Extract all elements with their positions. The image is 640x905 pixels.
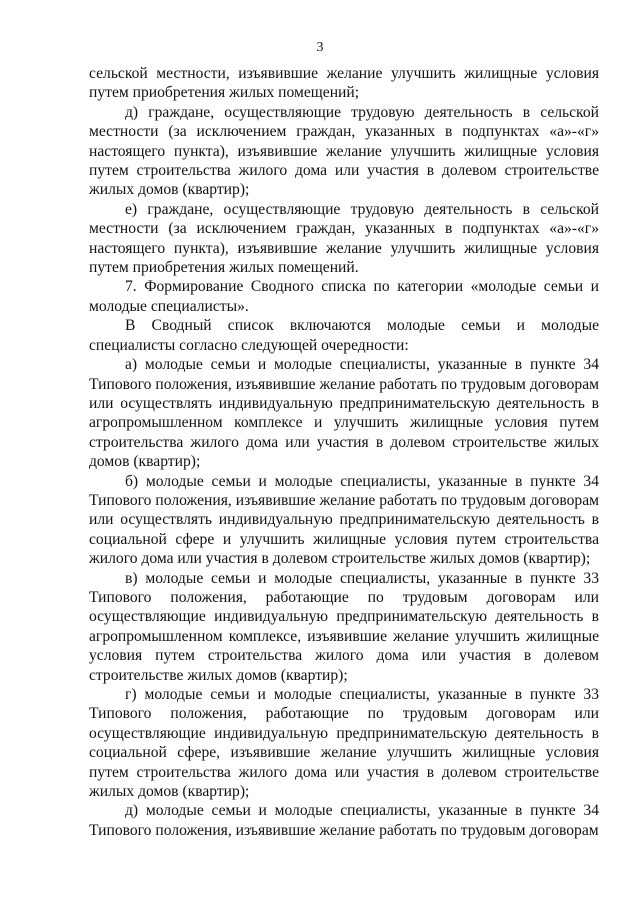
- paragraph-item-e-citizens: е) граждане, осуществляющие трудовую деятельность в сельской местности (за исключением граждан, указанных в подпунктах «а»-«г» настоящего пункта), изъявившие желание улучшить жилищные условия путем приобретения жилых помещений.: [89, 200, 599, 277]
- paragraph-item-b-young: б) молодые семьи и молодые специалисты, указанные в пункте 34 Типового положения, изъявившие желание работать по трудовым договорам или осуществлять индивидуальную предпринимательскую деятельность в социальной сфере и улучшить жилищные условия путем строительства жилого дома или участия в долевом строительстве жилых домов (квартир);: [89, 472, 599, 568]
- paragraph-item-d-citizens: д) граждане, осуществляющие трудовую деятельность в сельской местности (за исключением граждан, указанных в подпунктах «а»-«г» настоящего пункта), изъявившие желание улучшить жилищные условия путем строительства жилого дома или участия в долевом строительстве жилых домов (квартир);: [89, 103, 599, 199]
- paragraph-item-a-young: а) молодые семьи и молодые специалисты, указанные в пункте 34 Типового положения, изъявившие желание работать по трудовым договорам или осуществлять индивидуальную предпринимательскую деятельность в агропромышленном комплексе и улучшить жилищные условия путем строительства жилого дома или участия в долевом строительстве жилых домов (квартир);: [89, 356, 599, 471]
- paragraph-item-g-young: г) молодые семьи и молодые специалисты, указанные в пункте 33 Типового положения, работающие по трудовым договорам или осуществляющие индивидуальную предпринимательскую деятельность в социальной сфере, изъявившие желание улучшить жилищные условия путем строительства жилого дома или участия в долевом строительстве жилых домов (квартир);: [89, 686, 599, 801]
- paragraph-item-v-young: в) молодые семьи и молодые специалисты, указанные в пункте 33 Типового положения, работающие по трудовым договорам или осуществляющие индивидуальную предпринимательскую деятельность в агропромышленном комплексе, изъявившие желание улучшить жилищные условия путем строительства жилого дома или участия в долевом строительстве жилых домов (квартир);: [89, 569, 599, 684]
- page-number: 3: [316, 40, 324, 55]
- paragraph-item-d-young: д) молодые семьи и молодые специалисты, указанные в пункте 34 Типового положения, изъявившие желание работать по трудовым договорам: [89, 802, 599, 839]
- paragraph-continued-rural: сельской местности, изъявившие желание улучшить жилищные условия путем приобретения жилых помещений;: [89, 65, 599, 102]
- document-body: [89, 64, 599, 840]
- paragraph-section-7-intro: В Сводный список включаются молодые семьи и молодые специалисты согласно следующей очередности:: [89, 317, 599, 354]
- paragraph-section-7-heading: 7. Формирование Сводного списка по категории «молодые семьи и молодые специалисты».: [89, 278, 599, 315]
